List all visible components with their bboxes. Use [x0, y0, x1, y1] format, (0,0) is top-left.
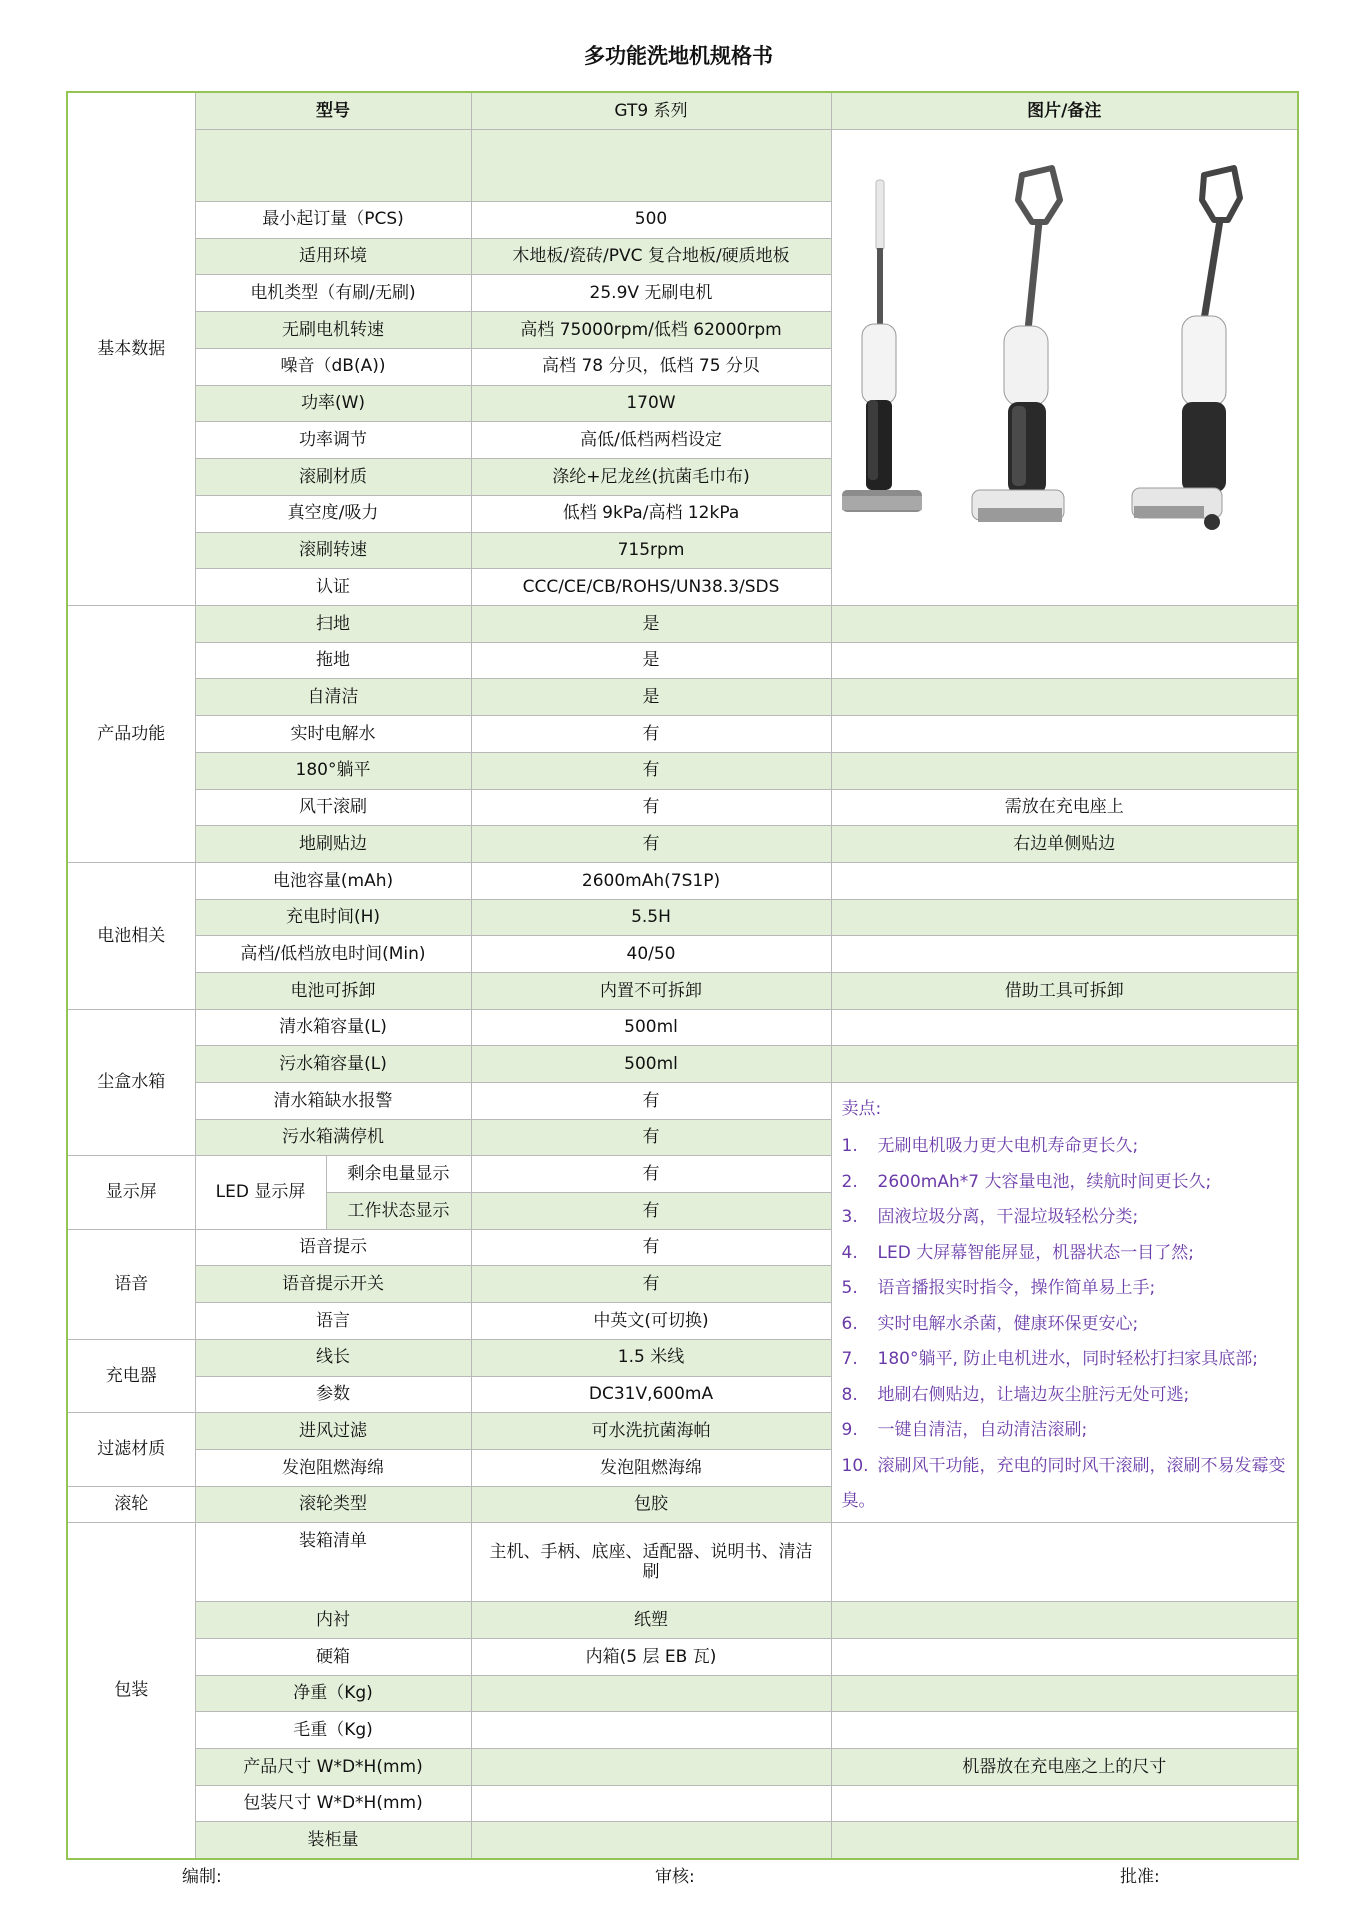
- spec-name: 污水箱满停机: [195, 1119, 471, 1156]
- category-tank: 尘盒水箱: [67, 1009, 195, 1156]
- spec-value: 内箱(5 层 EB 瓦): [471, 1638, 831, 1675]
- table-row: [67, 642, 1298, 679]
- selling-points-title: 卖点:: [841, 1099, 882, 1120]
- table-row: [67, 972, 1298, 1009]
- spec-name: 电机类型（有刷/无刷): [195, 275, 471, 312]
- spec-name: 硬箱: [195, 1638, 471, 1675]
- spec-note: [831, 606, 1298, 643]
- spec-value: 中英文(可切换): [471, 1303, 831, 1340]
- selling-point-number: 9.: [841, 1420, 858, 1441]
- spec-value: [471, 1712, 831, 1749]
- spec-value: DC31V,600mA: [471, 1376, 831, 1413]
- spec-note: 借助工具可拆卸: [831, 972, 1298, 1009]
- spec-value: 有: [471, 1156, 831, 1193]
- spec-note: [831, 1675, 1298, 1712]
- spec-name: 线长: [195, 1339, 471, 1376]
- spec-name: 最小起订量（PCS): [195, 201, 471, 238]
- spec-value: 可水洗抗菌海帕: [471, 1413, 831, 1450]
- model-value: GT9 系列: [471, 92, 831, 129]
- table-row: [67, 789, 1298, 826]
- spec-name: 滚轮类型: [195, 1486, 471, 1523]
- spec-name: 电池容量(mAh): [195, 862, 471, 899]
- spec-name: 充电时间(H): [195, 899, 471, 936]
- selling-point-text: 实时电解水杀菌，健康环保更安心;: [877, 1313, 1139, 1334]
- notes-label: 图片/备注: [831, 92, 1298, 129]
- spec-value: 低档 9kPa/高档 12kPa: [471, 495, 831, 532]
- table-row: [67, 826, 1298, 863]
- spec-note: 机器放在充电座之上的尺寸: [831, 1749, 1298, 1786]
- spec-note: [831, 1046, 1298, 1083]
- spec-name: 180°躺平: [195, 752, 471, 789]
- selling-point: [842, 1200, 1288, 1236]
- spec-value: 5.5H: [471, 899, 831, 936]
- spec-name: 剩余电量显示: [326, 1156, 471, 1193]
- spec-name: 高档/低档放电时间(Min): [195, 936, 471, 973]
- selling-point-text: 滚刷风干功能，充电的同时风干滚刷，滚刷不易发霉变臭。: [841, 1455, 1286, 1512]
- category-voice: 语音: [67, 1229, 195, 1339]
- spec-name: 语音提示开关: [195, 1266, 471, 1303]
- selling-point: [842, 1271, 1288, 1307]
- spec-name: 产品尺寸 W*D*H(mm): [195, 1749, 471, 1786]
- spec-name: 自清洁: [195, 679, 471, 716]
- spec-name: 扫地: [195, 606, 471, 643]
- selling-point: [842, 1413, 1288, 1449]
- selling-point-number: 6.: [841, 1313, 858, 1334]
- spec-name: 净重（Kg): [195, 1675, 471, 1712]
- spec-name: 装柜量: [195, 1822, 471, 1859]
- spec-value: 高低/低档两档设定: [471, 422, 831, 459]
- selling-point-text: LED 大屏幕智能屏显，机器状态一目了然;: [877, 1242, 1194, 1263]
- selling-points: [831, 1083, 1298, 1523]
- spec-value: 500ml: [471, 1009, 831, 1046]
- table-row: [67, 1785, 1298, 1822]
- spec-name: 工作状态显示: [326, 1193, 471, 1230]
- spec-value: 有: [471, 1229, 831, 1266]
- selling-point-text: 无刷电机吸力更大电机寿命更长久;: [877, 1136, 1139, 1157]
- spec-name: 功率(W): [195, 385, 471, 422]
- spec-name: 参数: [195, 1376, 471, 1413]
- category-battery: 电池相关: [67, 862, 195, 1009]
- table-row: [67, 899, 1298, 936]
- selling-point-number: 10.: [841, 1455, 869, 1476]
- blank-cell: [471, 129, 831, 201]
- spec-note: [831, 679, 1298, 716]
- table-row: [67, 1749, 1298, 1786]
- spec-name: 发泡阻燃海绵: [195, 1449, 471, 1486]
- category-function: 产品功能: [67, 606, 195, 863]
- spec-note: [831, 899, 1298, 936]
- spec-value: 有: [471, 1083, 831, 1120]
- table-header-row: [67, 92, 1298, 129]
- selling-point-text: 地刷右侧贴边，让墙边灰尘脏污无处可逃;: [877, 1384, 1190, 1405]
- table-row: [67, 862, 1298, 899]
- category-roller: 滚轮: [67, 1486, 195, 1523]
- table-row: [67, 1046, 1298, 1083]
- table-row: [67, 1009, 1298, 1046]
- table-row: [67, 936, 1298, 973]
- spec-name: 实时电解水: [195, 716, 471, 753]
- selling-point-number: 4.: [841, 1242, 858, 1263]
- spec-name: 噪音（dB(A)): [195, 348, 471, 385]
- category-display: 显示屏: [67, 1156, 195, 1229]
- spec-value: 40/50: [471, 936, 831, 973]
- spec-note: 需放在充电座上: [831, 789, 1298, 826]
- spec-note: [831, 1523, 1298, 1602]
- spec-name: 电池可拆卸: [195, 972, 471, 1009]
- spec-name: 滚刷转速: [195, 532, 471, 569]
- spec-value: 25.9V 无刷电机: [471, 275, 831, 312]
- spec-name: 地刷贴边: [195, 826, 471, 863]
- spec-name: 内衬: [195, 1602, 471, 1639]
- spec-value: [471, 1675, 831, 1712]
- spec-value: 500: [471, 201, 831, 238]
- selling-point-number: 8.: [841, 1384, 858, 1405]
- selling-point-number: 7.: [841, 1349, 858, 1370]
- spec-note: [831, 752, 1298, 789]
- spec-value: 高档 78 分贝，低档 75 分贝: [471, 348, 831, 385]
- spec-note: [831, 1712, 1298, 1749]
- selling-point: [842, 1165, 1288, 1201]
- selling-point-text: 180°躺平, 防止电机进水，同时轻松打扫家具底部;: [877, 1349, 1258, 1370]
- footer-approve: 批准:: [1120, 1867, 1160, 1887]
- table-row: [67, 1638, 1298, 1675]
- spec-value: 有: [471, 752, 831, 789]
- spec-note: [831, 716, 1298, 753]
- spec-value: CCC/CE/CB/ROHS/UN38.3/SDS: [471, 569, 831, 606]
- selling-point: [842, 1378, 1288, 1414]
- spec-name: 风干滚刷: [195, 789, 471, 826]
- spec-note: [831, 1009, 1298, 1046]
- selling-point-number: 1.: [841, 1136, 858, 1157]
- category-charger: 充电器: [67, 1339, 195, 1412]
- table-row: [67, 129, 1298, 201]
- spec-value: 有: [471, 1193, 831, 1230]
- product-image: [832, 130, 1297, 600]
- table-row: [67, 1602, 1298, 1639]
- category-package: 包装: [67, 1523, 195, 1859]
- spec-value: 1.5 米线: [471, 1339, 831, 1376]
- spec-value: 170W: [471, 385, 831, 422]
- selling-point: [842, 1129, 1288, 1165]
- spec-value: 内置不可拆卸: [471, 972, 831, 1009]
- spec-value: 主机、手柄、底座、适配器、说明书、清洁刷: [471, 1523, 831, 1602]
- spec-note: [831, 862, 1298, 899]
- spec-value: 木地板/瓷砖/PVC 复合地板/硬质地板: [471, 238, 831, 275]
- table-row: [67, 716, 1298, 753]
- spec-value: 包胶: [471, 1486, 831, 1523]
- spec-value: 涤纶+尼龙丝(抗菌毛巾布): [471, 459, 831, 496]
- spec-value: 是: [471, 606, 831, 643]
- spec-name: 包装尺寸 W*D*H(mm): [195, 1785, 471, 1822]
- spec-name: 适用环境: [195, 238, 471, 275]
- product-image-cell: [831, 129, 1298, 605]
- spec-name: 污水箱容量(L): [195, 1046, 471, 1083]
- selling-point-text: 2600mAh*7 大容量电池，续航时间更长久;: [877, 1171, 1212, 1192]
- blank-cell: [195, 129, 471, 201]
- spec-value: [471, 1785, 831, 1822]
- spec-note: [831, 1822, 1298, 1859]
- spec-value: [471, 1822, 831, 1859]
- selling-point: [842, 1307, 1288, 1343]
- selling-point: [842, 1236, 1288, 1272]
- display-sub-category: LED 显示屏: [195, 1156, 326, 1229]
- spec-note: [831, 1602, 1298, 1639]
- footer-edit: 编制:: [182, 1867, 222, 1887]
- spec-value: 715rpm: [471, 532, 831, 569]
- spec-value: 发泡阻燃海绵: [471, 1449, 831, 1486]
- category-basic: 基本数据: [67, 92, 195, 606]
- spec-name: 功率调节: [195, 422, 471, 459]
- spec-value: 有: [471, 826, 831, 863]
- spec-value: 有: [471, 716, 831, 753]
- table-row: [67, 1675, 1298, 1712]
- spec-value: 是: [471, 642, 831, 679]
- selling-point-number: 2.: [841, 1171, 858, 1192]
- selling-point-text: 一键自清洁，自动清洁滚刷;: [877, 1420, 1088, 1441]
- table-row: [67, 752, 1298, 789]
- table-row: [67, 1712, 1298, 1749]
- spec-name: 拖地: [195, 642, 471, 679]
- table-row: [67, 606, 1298, 643]
- spec-note: [831, 1785, 1298, 1822]
- selling-point-text: 语音播报实时指令，操作简单易上手;: [877, 1278, 1156, 1299]
- spec-name: 毛重（Kg): [195, 1712, 471, 1749]
- table-row: [67, 1822, 1298, 1859]
- table-row: [67, 1523, 1298, 1602]
- spec-value: [471, 1749, 831, 1786]
- spec-note: [831, 642, 1298, 679]
- selling-point: [842, 1342, 1288, 1378]
- selling-point: [842, 1449, 1288, 1520]
- footer-review: 审核:: [655, 1867, 695, 1887]
- spec-name: 真空度/吸力: [195, 495, 471, 532]
- spec-value: 高档 75000rpm/低档 62000rpm: [471, 312, 831, 349]
- spec-value: 有: [471, 1266, 831, 1303]
- table-row: [67, 1083, 1298, 1120]
- spec-name: 进风过滤: [195, 1413, 471, 1450]
- selling-point-text: 固液垃圾分离，干湿垃圾轻松分类;: [877, 1207, 1139, 1228]
- spec-value: 有: [471, 1119, 831, 1156]
- model-label: 型号: [195, 92, 471, 129]
- spec-value: 有: [471, 789, 831, 826]
- spec-value: 500ml: [471, 1046, 831, 1083]
- spec-name: 装箱清单: [195, 1523, 471, 1602]
- selling-point-number: 5.: [841, 1278, 858, 1299]
- spec-value: 2600mAh(7S1P): [471, 862, 831, 899]
- spec-name: 无刷电机转速: [195, 312, 471, 349]
- spec-name: 滚刷材质: [195, 459, 471, 496]
- spec-value: 纸塑: [471, 1602, 831, 1639]
- category-filter: 过滤材质: [67, 1413, 195, 1486]
- spec-name: 语音提示: [195, 1229, 471, 1266]
- spec-note: [831, 936, 1298, 973]
- spec-name: 清水箱缺水报警: [195, 1083, 471, 1120]
- table-row: [67, 679, 1298, 716]
- spec-note: [831, 1638, 1298, 1675]
- spec-name: 语言: [195, 1303, 471, 1340]
- spec-name: 清水箱容量(L): [195, 1009, 471, 1046]
- page-title: 多功能洗地机规格书: [584, 44, 773, 68]
- spec-note: 右边单侧贴边: [831, 826, 1298, 863]
- spec-value: 是: [471, 679, 831, 716]
- spec-table: [66, 91, 1299, 1860]
- spec-name: 认证: [195, 569, 471, 606]
- selling-point-number: 3.: [841, 1207, 858, 1228]
